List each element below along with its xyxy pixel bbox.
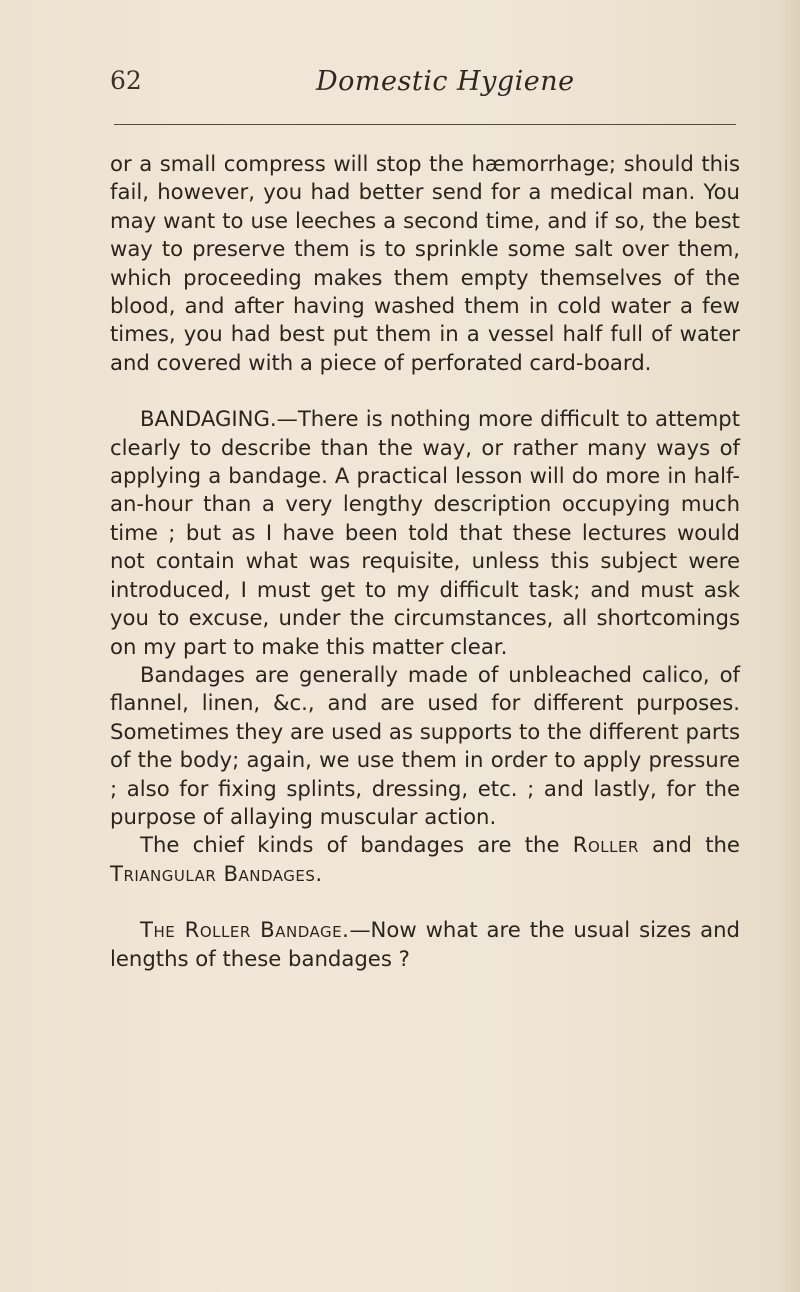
running-title: Domestic Hygiene [316, 66, 575, 97]
paragraph-roller-bandage [110, 916, 740, 973]
bandaging-heading: BANDAGING. [140, 406, 277, 432]
roller-bandage-text: —Now what are the usual sizes and lengths of these bandages ? [110, 917, 740, 971]
page-number: 62 [110, 66, 142, 95]
roller-bandage-heading: The Roller Bandage. [140, 917, 350, 943]
page-edge-shadow [778, 0, 800, 1292]
paragraph-bandaging [110, 405, 740, 661]
paragraph-bandage-materials: Bandages are generally made of unbleached calico, of flannel, linen, &c., and are used for different purposes. Sometimes they are used as supports to the different parts of the body; again, we use them in order to apply pressure ; also for fixing splints, dressing, etc. ; and lastly, for the purpose of allaying muscular action. [110, 661, 740, 829]
bandaging-text: —There is nothing more difficult to attempt clearly to describe than the way, or rather many ways of applying a bandage. A practical lesson will do more in half-an-hour than a very lengthy description occupying much time ; but as I have been told that these lectures would not contain what was requisite, unless this subject were introduced, I must get to my difficult task; and must ask you to excuse, under the circumstances, all shortcomings on my part to make this matter clear. [110, 406, 740, 659]
paragraph-leeches: or a small compress will stop the hæmorrhage; should this fail, however, you had better send for a medical man. You may want to use leeches a second time, and if so, the best way to preserve them is to sprinkle some salt over them, which proceeding makes them empty themselves of the blood, and after having washed them in cold water a few times, you had best put them in a vessel half full of water and covered with a piece of perforated card-board. [110, 151, 740, 375]
kinds-text-and: and the [652, 832, 740, 858]
triangular-term: Triangular Bandages. [110, 860, 323, 886]
kinds-text-start: The chief kinds of bandages are the [140, 832, 560, 858]
roller-term: Roller [572, 832, 639, 858]
header-rule [114, 124, 736, 125]
paragraph-bandage-kinds [110, 831, 740, 888]
page-header [110, 66, 750, 112]
body-text [110, 150, 740, 973]
